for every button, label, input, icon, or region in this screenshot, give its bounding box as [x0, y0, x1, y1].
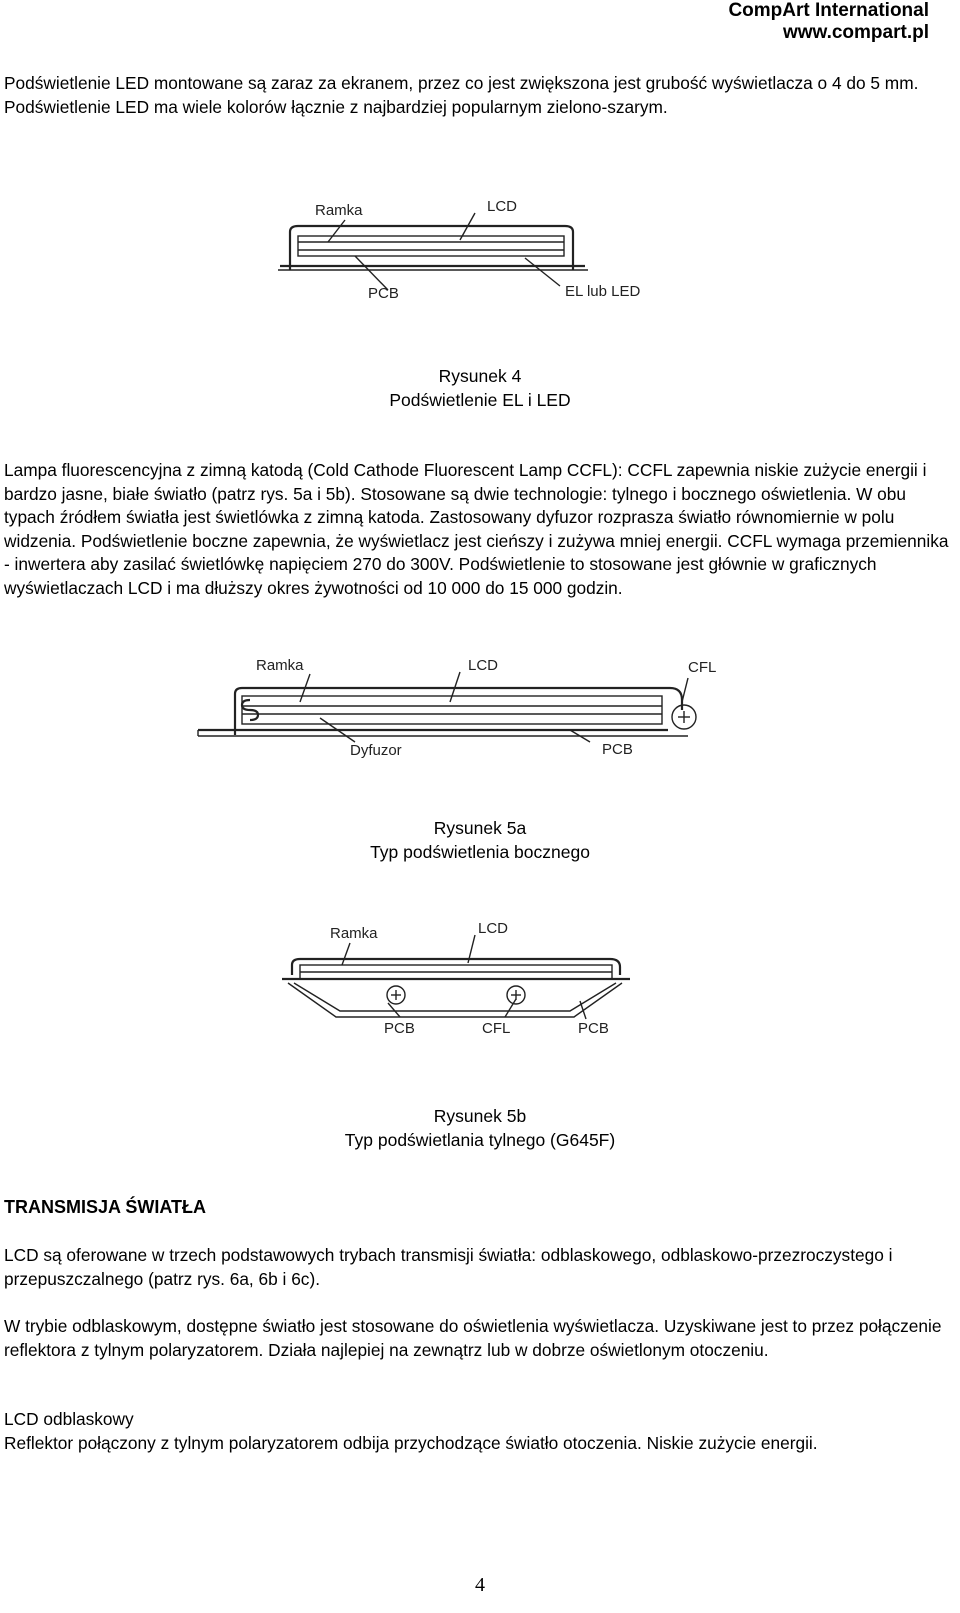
figure-5a-label-diffuser: Dyfuzor: [350, 742, 402, 759]
figure-5b-label-pcb-right: PCB: [578, 1020, 609, 1037]
figure-5a-label-cfl: CFL: [688, 659, 717, 676]
reflective-lcd-description: Reflektor połączony z tylnym polaryzatorem odbija przychodzące światło otoczenia. Niskie zużycie energii.: [4, 1433, 818, 1453]
company-website: www.compart.pl: [782, 22, 929, 43]
figure-5a-label-pcb: PCB: [602, 741, 633, 758]
figure-5a-diagram: [190, 650, 720, 770]
figure-5a-drawing: [198, 672, 688, 742]
figure-5b-ccfl-lamp-right: [507, 986, 525, 1004]
figure-5a-caption-number: Rysunek 5a: [433, 818, 527, 838]
figure-5b-label-frame: Ramka: [330, 925, 378, 942]
reflective-lcd-title: LCD odblaskowy: [4, 1409, 134, 1429]
figure-4-label-lcd: LCD: [487, 198, 518, 215]
intro-paragraph: Podświetlenie LED montowane są zaraz za ekranem, przez co jest zwiększona jest grubość wyświetlacza o 4 do 5 mm. Podświetlenie LED ma wiele kolorów łącznie z najbardziej popularnym zielono-szarym.: [4, 73, 919, 117]
figure-5b-diagram: [280, 915, 660, 1045]
figure-5a-ccfl-lamp: [672, 705, 696, 729]
figure-4-caption-title: Podświetlenie EL i LED: [389, 390, 571, 410]
figure-5b-label-pcb-left: PCB: [384, 1020, 415, 1037]
company-name: CompArt International: [728, 0, 929, 21]
figure-5b-caption-title: Typ podświetlania tylnego (G645F): [344, 1130, 616, 1150]
figure-4-diagram: [270, 190, 670, 310]
figure-5a-caption-title: Typ podświetlenia bocznego: [370, 842, 590, 862]
section-heading-light-transmission: TRANSMISJA ŚWIATŁA: [4, 1197, 206, 1217]
reflective-mode-paragraph: W trybie odblaskowym, dostępne światło jest stosowane do oświetlenia wyświetlacza. Uzyskiwane jest to przez połączenie reflektora z tylnym polaryzatorem. Działa najlepiej na zewnątrz lub w dobrze oświetlonym otoczeniu.: [4, 1316, 942, 1360]
figure-5a-label-frame: Ramka: [256, 657, 304, 674]
page-number: 4: [475, 1574, 485, 1596]
figure-4-label-el-led: EL lub LED: [565, 283, 641, 300]
figure-5b-drawing: [282, 935, 630, 1019]
figure-5a-label-lcd: LCD: [468, 657, 499, 674]
figure-4-label-pcb: PCB: [368, 285, 399, 302]
figure-5b-label-cfl: CFL: [482, 1020, 511, 1037]
figure-4-drawing: [278, 213, 588, 290]
figure-5b-label-lcd: LCD: [478, 920, 509, 937]
figure-4-label-frame: Ramka: [315, 202, 363, 219]
ccfl-paragraph: Lampa fluorescencyjna z zimną katodą (Cold Cathode Fluorescent Lamp CCFL): CCFL zapewnia niskie zużycie energii i bardzo jasne, białe światło (patrz rys. 5a i 5b). Stosowane są dwie technologie: tylnego i bocznego oświetlenia. W obu typach źródłem światła jest świetlówka z zimną katoda. Zastosowany dyfuzor rozprasza światło równomiernie w polu widzenia. Podświetlenie boczne zapewnia, że wyświetlacz jest cieńszy i zużywa mniej energii. CCFL wymaga przemiennika - inwertera aby zasilać świetlówkę napięciem 270 do 300V. Podświetlenie to stosowane jest głównie w graficznych wyświetlaczach LCD i ma dłuższy okres żywotności od 10 000 do 15 000 godzin.: [4, 460, 949, 598]
figure-5b-caption-number: Rysunek 5b: [433, 1106, 527, 1126]
figure-4-caption-number: Rysunek 4: [438, 366, 522, 386]
transmission-paragraph: LCD są oferowane w trzech podstawowych trybach transmisji światła: odblaskowego, odblaskowo-przezroczystego i przepuszczalnego (patrz rys. 6a, 6b i 6c).: [4, 1245, 893, 1289]
figure-5b-ccfl-lamp-left: [387, 986, 405, 1004]
